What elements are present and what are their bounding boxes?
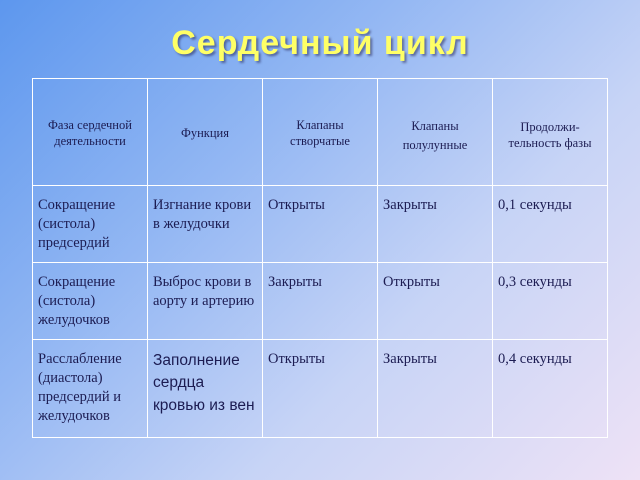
header-phase-text: Фаза сердечной деятельности (48, 118, 132, 149)
table-row (33, 340, 608, 438)
slide-title: Сердечный цикл (171, 24, 469, 62)
cell-function: Заполнение сердца кровью из вен (148, 340, 263, 438)
cell-semilunar-valves: Открыты (378, 263, 493, 340)
cell-function: Изгнание крови в желудочки (148, 186, 263, 263)
header-semilunar-valves (378, 79, 493, 186)
cell-phase: Расслабление (диастола) предсердий и желудочков (33, 340, 148, 438)
header-atrioventricular-valves-text: Клапаны створчатые (290, 118, 350, 149)
cell-duration: 0,4 секунды (493, 340, 608, 438)
header-function-text: Функция (180, 126, 230, 140)
cell-av-valves: Закрыты (263, 263, 378, 340)
cell-av-valves: Открыты (263, 340, 378, 438)
cell-function: Выброс крови в аорту и артерию (148, 263, 263, 340)
header-duration-text: Продолжи-тельность фазы (508, 120, 592, 151)
header-atrioventricular-valves (263, 79, 378, 186)
cell-phase: Сокращение (систола) предсердий (33, 186, 148, 263)
header-duration (493, 79, 608, 186)
cell-duration: 0,1 секунды (493, 186, 608, 263)
table-row (33, 263, 608, 340)
header-phase (33, 79, 148, 186)
cell-semilunar-valves: Закрыты (378, 186, 493, 263)
header-function (148, 79, 263, 186)
heart-cycle-table (32, 78, 608, 438)
table-row (33, 186, 608, 263)
header-semilunar-valves-text: Клапаны полулунные (402, 119, 468, 153)
table-header-row (33, 79, 608, 186)
cell-duration: 0,3 секунды (493, 263, 608, 340)
cell-av-valves: Открыты (263, 186, 378, 263)
cell-phase: Сокращение (систола) желудочков (33, 263, 148, 340)
cell-semilunar-valves: Закрыты (378, 340, 493, 438)
